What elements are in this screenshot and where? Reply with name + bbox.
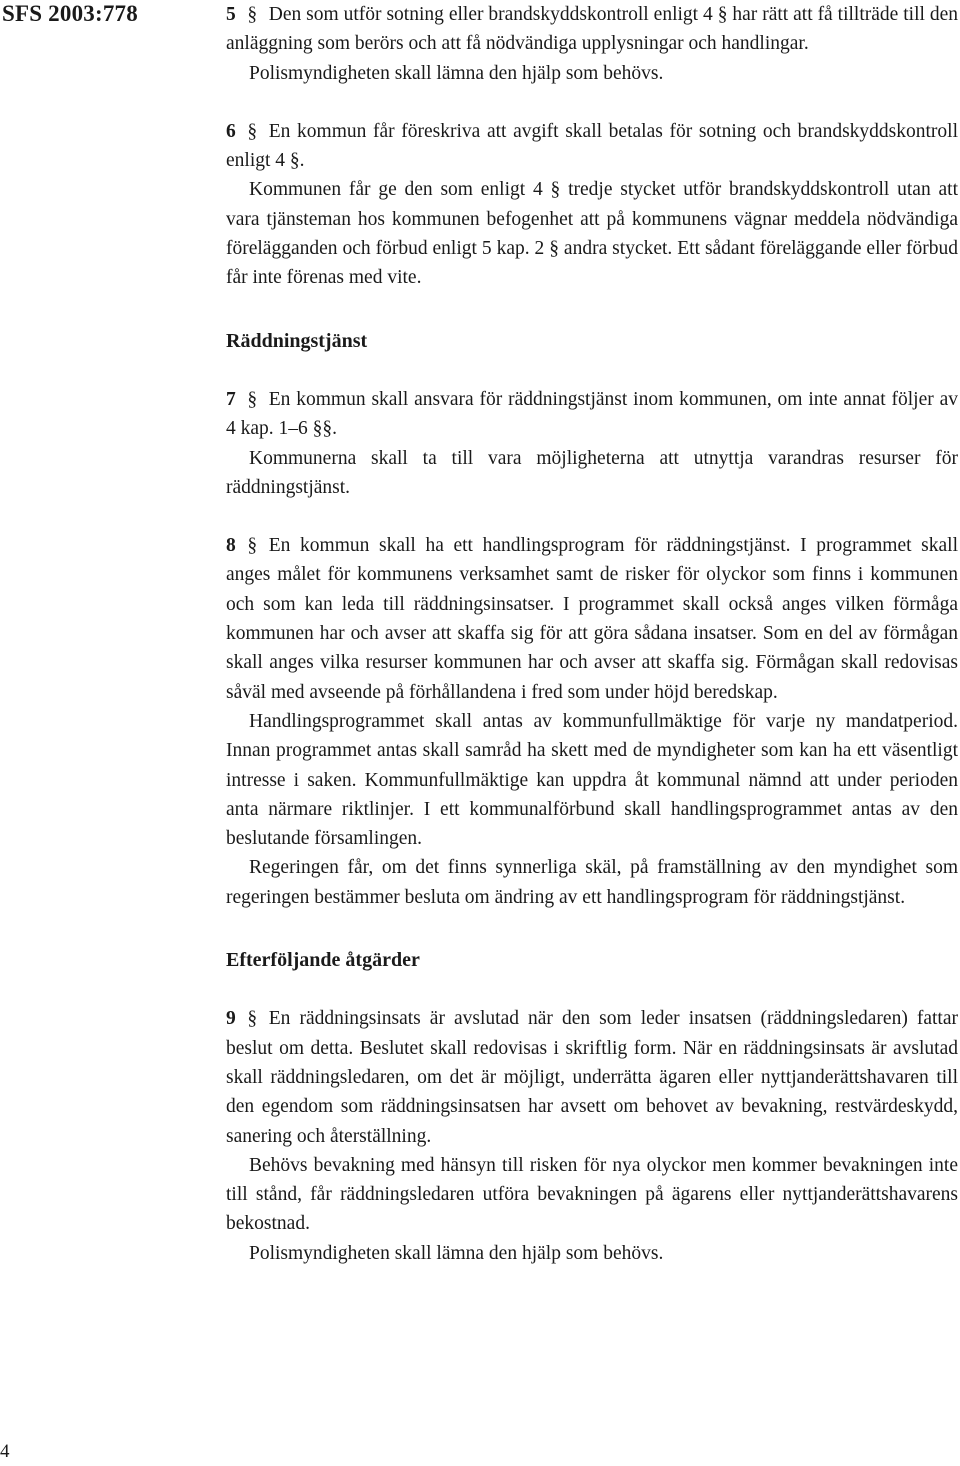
section-9-number: 9 [226,1008,236,1030]
section-6-text-1: En kommun får föreskriva att avgift skall betalas för sotning och brandskyddskontroll enligt 4 §. [226,120,958,172]
section-5-number: 5 [226,4,236,25]
section-9-paragraph-2: Behövs bevakning med hänsyn till risken för nya olyckor men kommer bevakningen inte till stånd, får räddningsledaren utföra bevakningen på ägarens eller nyttjanderättshavarens bekostnad. [226,1154,958,1235]
section-9-paragraph-3: Polismyndigheten skall lämna den hjälp som behövs. [249,1242,664,1264]
section-8-paragraph-1 [226,531,958,707]
section-7-paragraph-2: Kommunerna skall ta till vara möjligheterna att utnyttja varandras resurser för räddningstjänst. [226,447,958,498]
section-7-paragraph-1 [226,385,958,444]
heading-efterfoljande-atgarder: Efterföljande åtgärder [226,949,420,972]
section-6-number: 6 [226,120,236,142]
section-sign: § [247,535,258,557]
section-6-paragraph-2: Kommunen får ge den som enligt 4 § tredje stycket utför brandskyddskontroll utan att vara tjänsteman hos kommunen befogenhet att på kommunens vägnar meddela nödvändiga förelägganden och förbud enligt 5 kap. 2 § andra stycket. Ett sådant föreläggande eller förbud får inte förenas med vite. [226,179,958,289]
section-6-paragraph-1 [226,117,958,176]
section-sign: § [247,4,258,25]
section-8-paragraph-3: Regeringen får, om det finns synnerliga skäl, på framställning av den myndighet som regeringen bestämmer besluta om ändring av ett handlingsprogram för räddningstjänst. [226,857,958,908]
section-5-paragraph-2: Polismyndigheten skall lämna den hjälp som behövs. [249,62,664,84]
sfs-number: SFS 2003:778 [2,1,138,26]
section-5-text-1: Den som utför sotning eller brandskyddskontroll enligt 4 § har rätt att få tillträde till den anläggning som berörs och att få nödvändiga upplysningar och handlingar. [226,4,958,55]
section-sign: § [247,120,258,142]
section-8-text-1: En kommun skall ha ett handlingsprogram för räddningstjänst. I programmet skall anges målet för kommunens verksamhet samt de risker för olyckor som finns i kommunen och som kan leda till räddningsinsatser. I programmet skall också anges vilken förmåga kommunen har och avser att skaffa sig för att göra sådana insatser. Som en del av förmågan skall anges vilka resurser kommunen har och avser att skaffa sig. Förmågan skall redovisas såväl med avseende på förhållandena i fred som under höjd beredskap. [226,535,958,703]
section-8-paragraph-2: Handlingsprogrammet skall antas av kommunfullmäktige för varje ny mandatperiod. Innan programmet antas skall samråd ha skett med de myndigheter som kan ha ett väsentligt intresse i saken. Kommunfullmäktige kan uppdra åt kommunal nämnd att under perioden anta närmare riktlinjer. I ett kommunalförbund skall handlingsprogrammet antas av den beslutande församlingen. [226,710,958,850]
section-7-number: 7 [226,388,236,410]
section-sign: § [247,388,258,410]
section-9-text-1: En räddningsinsats är avslutad när den som leder insatsen (räddningsledaren) fattar beslut om detta. Beslutet skall redovisas i skriftlig form. När en räddningsinsats är avslutad skall räddningsledaren, om det är möjligt, underrätta ägaren eller nyttjanderättshavaren till den egendom som räddningsinsatsen har avsett om behovet av bevakning, restvärdeskydd, sanering och återställning. [226,1008,958,1147]
section-9-paragraph-1 [226,1004,958,1150]
section-8-number: 8 [226,535,236,557]
section-sign: § [247,1008,258,1030]
section-7-text-1: En kommun skall ansvara för räddningstjänst inom kommunen, om inte annat följer av 4 kap. 1–6 §§. [226,388,958,440]
page-number: 4 [0,1441,10,1462]
section-5-paragraph-1 [226,0,958,59]
document-body [226,0,958,1268]
heading-raddningstjanst: Räddningstjänst [226,329,368,352]
